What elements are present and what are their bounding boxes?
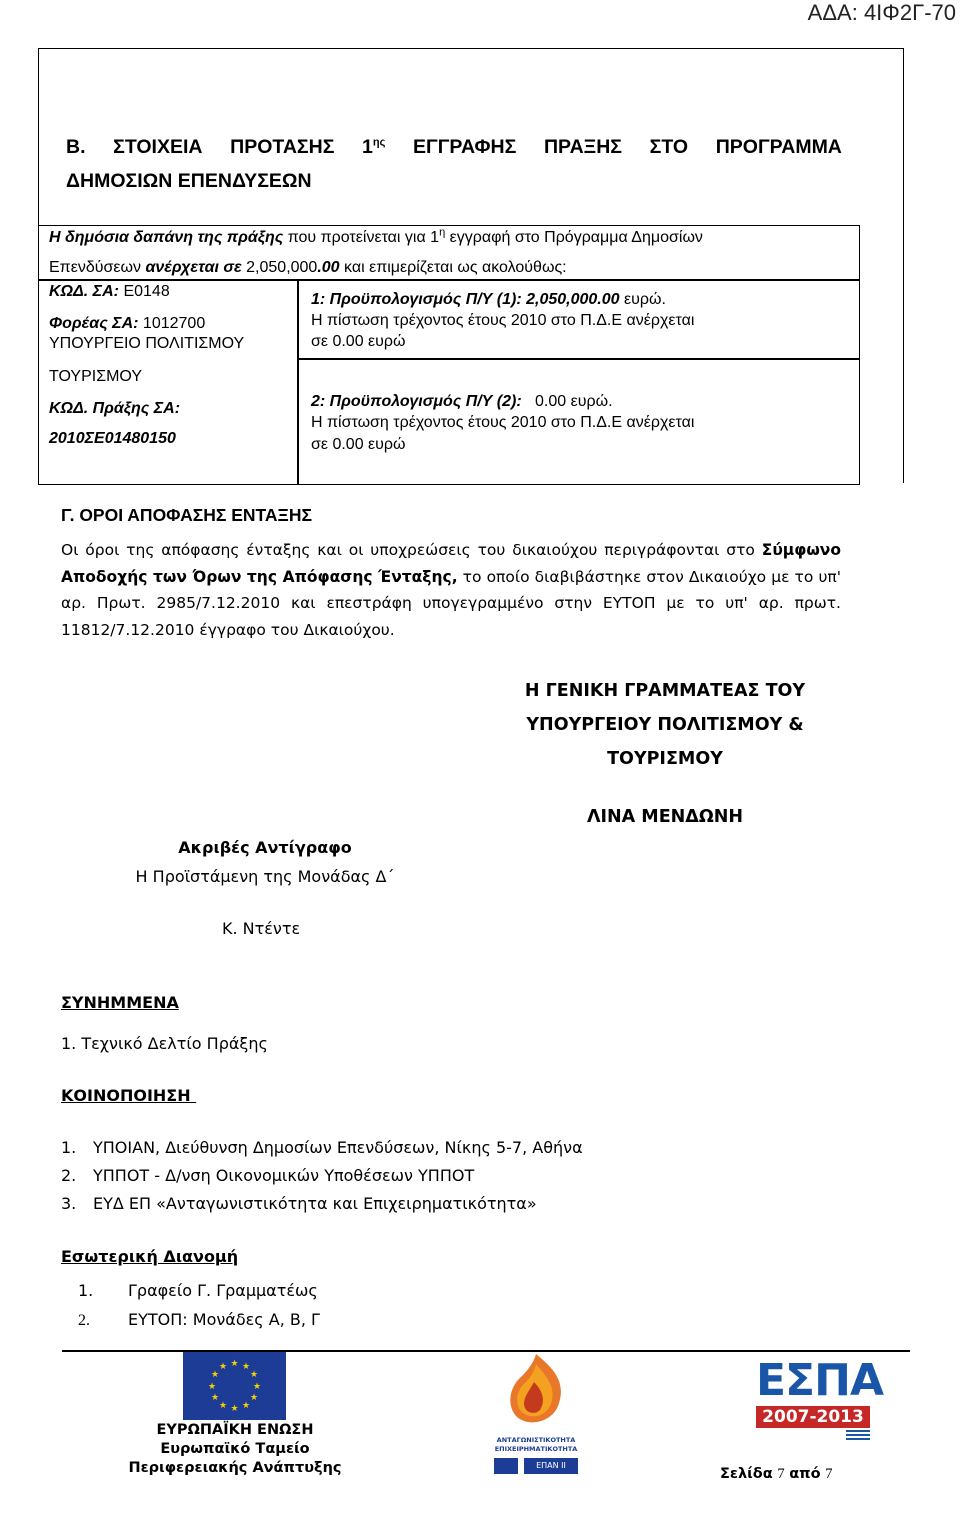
copy-name: Κ. Ντέντε (222, 919, 301, 938)
ada-header: ΑΔΑ: 4ΙΦ2Γ-70 (807, 0, 956, 25)
antagonistikotita-logo (488, 1352, 584, 1484)
title-word: ΠΡΟΤΑΣΗΣ (230, 136, 335, 158)
title-word: ΠΡΟΓΡΑΜΜΑ (715, 136, 842, 158)
list-item: 3. ΕΥΔ ΕΠ «Ανταγωνιστικότητα και Επιχειρηματικότητα» (61, 1194, 537, 1213)
svg-text:★: ★ (210, 1393, 220, 1403)
budget2-line2: Η πίστωση τρέχοντος έτους 2010 στο Π.Δ.Ε ανέρχεται (311, 414, 695, 431)
attachments-title: ΣΥΝΗΜΜΕΝΑ (61, 993, 179, 1012)
title-word: Β. (66, 136, 86, 158)
ministry-line1: ΥΠΟΥΡΓΕΙΟ ΠΟΛΙΤΙΣΜΟΥ (49, 335, 245, 352)
notification-list (61, 1134, 583, 1218)
table-intro-line1: Η δημόσια δαπάνη της πράξης που προτείνεται για $1^\eta$ εγγραφή στο Πρόγραμμα Δημοσίων (49, 226, 703, 246)
title-word: ΠΡΑΞΗΣ (543, 136, 623, 158)
espa-years: 2007-2013 (756, 1406, 870, 1428)
signature-title-1: Η ΓΕΝΙΚΗ ΓΡΑΜΜΑΤΕΑΣ ΤΟΥ (524, 681, 806, 701)
svg-text:★: ★ (241, 1401, 251, 1411)
budget2-line3: σε 0.00 ευρώ (311, 436, 406, 453)
kod-praxis-label: ΚΩΔ. Πράξης ΣΑ: (49, 400, 181, 417)
eu-flag-icon (183, 1352, 286, 1420)
budget2-line1: 2: Προϋπολογισμός Π/Υ (2): 0.00 ευρώ. (311, 393, 613, 410)
signature-title-3: ΤΟΥΡΙΣΜΟΥ (607, 749, 723, 769)
section-g-title: Γ. ΟΡΟΙ ΑΠΟΦΑΣΗΣ ΕΝΤΑΞΗΣ (61, 505, 312, 525)
kod-sa: ΚΩΔ. ΣΑ: Ε0148 (49, 283, 170, 300)
antag-line1: ΑΝΤΑΓΩΝΙΣΤΙΚΟΤΗΤΑ (496, 1436, 576, 1444)
ministry-line2: ΤΟΥΡΙΣΜΟΥ (49, 368, 143, 385)
table-divider-v (297, 279, 299, 484)
page-number: Σελίδα 7 από 7 (720, 1466, 833, 1482)
budget1-line1: 1: Προϋπολογισμός Π/Υ (1): 2,050,000.00 ευρώ. (311, 291, 666, 308)
eu-caption-line1: ΕΥΡΩΠΑΪΚΗ ΕΝΩΣΗ (156, 1422, 314, 1438)
table-divider-h2 (297, 358, 860, 360)
copy-title: Ακριβές Αντίγραφο (178, 838, 352, 857)
eu-caption (100, 1421, 370, 1478)
epan-badge: ΕΠΑΝ II (524, 1458, 578, 1474)
copy-role: Η Προϊστάμενη της Μονάδας Δ΄ (135, 867, 395, 886)
list-item: 2. ΕΥΤΟΠ: Μονάδες Α, Β, Γ (78, 1310, 320, 1329)
signature-title-2: ΥΠΟΥΡΓΕΙΟΥ ΠΟΛΙΤΙΣΜΟΥ & (526, 715, 804, 735)
title-line-2: ΔΗΜΟΣΙΩΝ ΕΠΕΝΔΥΣΕΩΝ (66, 170, 312, 192)
table-intro-line2: Επενδύσεων ανέρχεται σε 2,050,000.00 και επιμερίζεται ως ακολούθως: (49, 259, 567, 276)
title-word: ΣΤΟΙΧΕΙΑ (113, 136, 203, 158)
svg-text:★: ★ (230, 1359, 239, 1369)
notification-title: ΚΟΙΝΟΠΟΙΗΣΗ (61, 1086, 191, 1105)
svg-text:★: ★ (241, 1362, 251, 1372)
svg-text:★: ★ (218, 1401, 228, 1411)
eu-mini-flag-icon (494, 1458, 518, 1474)
list-item: 2. ΥΠΠΟΤ - Δ/νση Οικονομικών Υποθέσεων ΥΠΠΟΤ (61, 1166, 475, 1185)
signature-name: ΛΙΝΑ ΜΕΝΔΩΝΗ (586, 807, 744, 827)
attachment-item: 1. Τεχνικό Δελτίο Πράξης (61, 1034, 268, 1053)
internal-title: Εσωτερική Διανομή (61, 1247, 239, 1266)
title-word-ordinal: $1^{\eta\varsigma}$ (362, 136, 386, 158)
signature-block (455, 674, 875, 776)
copy-certification (100, 833, 430, 891)
svg-text:★: ★ (249, 1393, 259, 1403)
kod-praxis-value: 2010ΣΕ01480150 (49, 430, 176, 447)
foreas-sa: Φορέας ΣΑ: 1012700 (49, 315, 206, 332)
antag-line2: ΕΠΙΧΕΙΡΗΜΑΤΙΚΟΤΗΤΑ (494, 1445, 578, 1453)
svg-text:★: ★ (230, 1404, 239, 1414)
antagonistikotita-logo-icon (488, 1352, 584, 1434)
budget1-line3: σε 0.00 ευρώ (311, 333, 406, 350)
title-word: ΣΤΟ (649, 136, 689, 158)
svg-text:★: ★ (210, 1370, 220, 1380)
svg-text:★: ★ (252, 1382, 262, 1392)
list-item: 1. Γραφείο Γ. Γραμματέως (78, 1281, 318, 1300)
list-item: 1. ΥΠΟΙΑΝ, Διεύθυνση Δημοσίων Επενδύσεων, Νίκης 5-7, Αθήνα (61, 1138, 583, 1157)
svg-text:★: ★ (249, 1370, 259, 1380)
section-g-paragraph: Οι όροι της απόφασης ένταξης και οι υποχρεώσεις του δικαιούχου περιγράφονται στο Σύμφωνο Αποδοχής των Όρων της Απόφασης Ένταξης, το οποίο διαβιβάστηκε στον Δικαιούχο με το υπ' αρ. Πρωτ. 2985/7.12.2010 και επεστράφη υπογεγραμμένο στην ΕΥΤΟΠ με το υπ' αρ. πρωτ. 11812/7.12.2010 έγγραφο του Δικαιούχου. (61, 541, 842, 639)
section-b-title (66, 130, 842, 198)
greek-flag-icon (846, 1430, 870, 1440)
svg-text:★: ★ (218, 1362, 228, 1372)
espa-logo (752, 1355, 883, 1440)
internal-list (78, 1276, 320, 1335)
espa-logo-text: ΕΣΠΑ (756, 1355, 883, 1406)
budget1-line2: Η πίστωση τρέχοντος έτους 2010 στο Π.Δ.Ε ανέρχεται (311, 312, 695, 329)
svg-text:★: ★ (207, 1382, 217, 1392)
eu-caption-line2: Ευρωπαϊκό Ταμείο (160, 1441, 310, 1457)
table-divider-h (38, 279, 860, 281)
title-word: ΕΓΓΡΑΦΗΣ (412, 136, 517, 158)
eu-caption-line3: Περιφερειακής Ανάπτυξης (128, 1460, 342, 1476)
